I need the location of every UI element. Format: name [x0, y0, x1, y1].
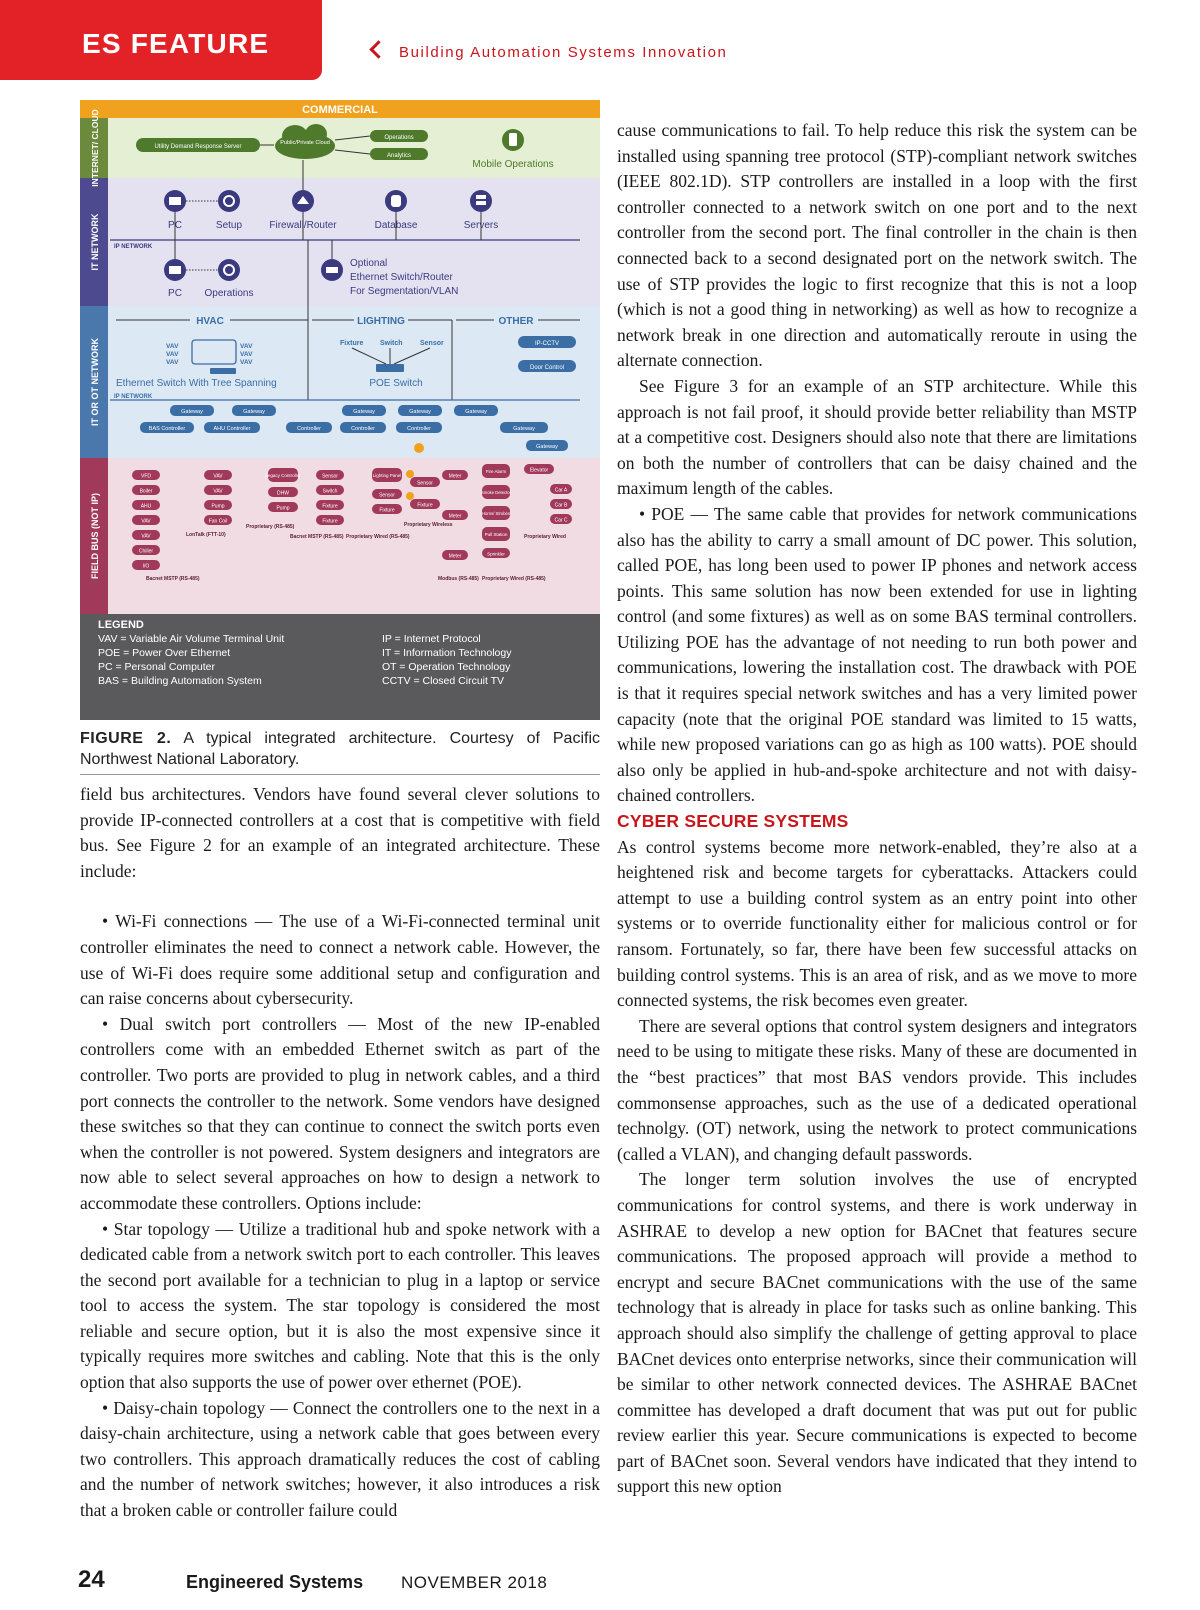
- cloud-label: Public/Private Cloud: [280, 140, 330, 146]
- gateway-label: Gateway: [353, 409, 375, 415]
- chevron-left-icon[interactable]: [369, 40, 387, 58]
- switch-label: Switch: [380, 340, 403, 347]
- it-ip-network-label: IP NETWORK: [114, 244, 153, 250]
- field-device-label: Fixture: [417, 502, 433, 509]
- section-heading: CYBER SECURE SYSTEMS: [617, 811, 849, 832]
- field-device-label: DHW: [277, 490, 289, 497]
- legend-item: POE = Power Over Ethernet: [98, 647, 231, 659]
- cloud-operations-label: Operations: [384, 135, 414, 141]
- paragraph: There are several options that control system designers and integrators need to be using to mitigate these risks. Many of these are documented in the “best practices” that most BAS vendors provide. This includes commonsense approaches, such as the use of a dedicated operational technolgy. (OT) network, using the network to protect communications (called a VLAN), and changing default passwords.: [617, 1015, 1137, 1164]
- it-band: [80, 178, 600, 306]
- field-bus-label: Proprietary Wired: [524, 534, 566, 540]
- meter-label: Meter: [448, 553, 462, 560]
- vav-label: VAV: [166, 351, 179, 358]
- field-device-label: Legacy Controller: [265, 473, 301, 478]
- legend-title: LEGEND: [98, 619, 144, 631]
- switch-icon: [210, 368, 236, 374]
- paragraph: The longer term solution involves the use of encrypted communications for control systems, and there is work underway in ASHRAE to develop a new option for BACnet that features secure communications. The proposed approach will provide a method to encrypt and secure BACnet communications with the use of the same technology that is already in place for tasks such as online banking. This approach should also simplify the challenge of getting approval to place BACnet devices onto enterprise networks, since their communication will be similar to other network connected devices. The ASHRAE BACnet committee has developed a draft document that was put out for public review earlier this year. Secure communications is expected to become part of BACnet soon. Several vendors have indicated that they intend to support this new option: [617, 1169, 1137, 1497]
- field-device-label: I/O: [142, 563, 150, 570]
- architecture-diagram: [80, 100, 600, 720]
- feature-tab: [0, 0, 322, 80]
- figure-label: FIGURE 2.: [80, 730, 172, 747]
- field-bus-label: Modbus (RS-485): [438, 576, 479, 582]
- field-device-label: Fixture: [322, 518, 338, 525]
- field-bus-label: Bacnet MSTP (RS-485): [290, 534, 344, 540]
- legend-item: BAS = Building Automation System: [98, 675, 262, 687]
- right-column: [617, 118, 1137, 1500]
- ot-ip-network-label: IP NETWORK: [114, 394, 153, 400]
- paragraph: • Wi-Fi connections — The use of a Wi-Fi-connected terminal unit controller eliminates the need to connect a network cable. However, the use of Wi-Fi does require some additional setup and configuration and can raise concerns about cybersecurity.: [80, 911, 600, 1009]
- field-device-label: Fire Alarm: [485, 469, 507, 474]
- vav-label: VAV: [166, 343, 179, 350]
- ipcctv-label: IP-CCTV: [535, 341, 559, 347]
- servers-icon: [470, 190, 492, 212]
- paragraph: • Dual switch port controllers — Most of the new IP-enabled controllers come with an embedded Ethernet switch as part of the controller. Two ports are provided to plug in network cables, and a third port connects the controller to the network. Some vendors have designed these switches so that they can continue to connect the switch ports even when the controller is not powered. System designers and integrators are now able to select several approaches on how to design a network to accommodate these controllers. Options include:: [80, 1013, 600, 1213]
- gateway-label: Gateway: [536, 444, 558, 450]
- hvac-label: HVAC: [196, 316, 224, 327]
- field-bus-label: Proprietary (RS-485): [246, 524, 295, 530]
- database-icon: [385, 190, 407, 212]
- field-device-label: Pump: [276, 505, 290, 512]
- lighting-label: LIGHTING: [357, 316, 405, 327]
- meter-label: Meter: [448, 473, 462, 480]
- field-bus-label: LonTalk (FTT-10): [186, 532, 226, 538]
- left-column: [80, 782, 600, 1524]
- vav-group-left: [166, 343, 179, 366]
- field-device-label: Lighting Panel: [372, 473, 402, 478]
- band-label-it: IT NETWORK: [90, 213, 100, 271]
- controller-label: Controller: [297, 426, 321, 432]
- legend-item: VAV = Variable Air Volume Terminal Unit: [98, 633, 285, 645]
- figure-caption: [80, 728, 600, 770]
- optional-label-2: Ethernet Switch/Router: [350, 272, 453, 283]
- vav-group-right: [240, 343, 253, 366]
- it-operations-label: Operations: [204, 288, 254, 299]
- field-device-label: Sprinkler: [487, 551, 505, 557]
- gateway-label: Gateway: [409, 409, 431, 415]
- pc-icon: [164, 259, 186, 281]
- field-device-label: Boiler: [139, 488, 153, 495]
- field-bus-label: Proprietary Wireless: [404, 522, 453, 528]
- field-bus-label: Proprietary Wired (RS-485): [346, 534, 410, 540]
- field-device-label: Chiller: [138, 548, 154, 555]
- car-label: Car B: [554, 502, 568, 509]
- section-title-text: Building Automation Systems Innovation: [399, 44, 728, 61]
- fixture-label: Fixture: [340, 340, 364, 347]
- field-device-label: Pull Station: [484, 532, 508, 537]
- servers-label: Servers: [463, 220, 499, 231]
- footer: [78, 1566, 548, 1594]
- setup-label: Setup: [215, 220, 243, 231]
- lightning-icon: [414, 443, 424, 453]
- vav-label: VAV: [240, 359, 253, 366]
- wireless-icon: [406, 492, 414, 500]
- field-device-label: Fan Coil: [208, 518, 228, 525]
- paragraph: See Figure 3 for an example of an STP architecture. While this approach is not fail proof, it should provide better reliability than MSTP at a competitive cost. Designers should also note that there are limitations on both the number of controllers that can be daisy chained and the maximum length of the cables.: [617, 375, 1137, 499]
- analytics-label: Analytics: [386, 153, 412, 159]
- controller-label: Controller: [407, 426, 431, 432]
- field-device-label: VAV: [213, 473, 223, 480]
- car-label: Car A: [554, 487, 568, 494]
- legend-item: IT = Information Technology: [382, 647, 512, 659]
- paragraph: field bus architectures. Vendors have found several clever solutions to provide IP-connected controllers at a cost that is competitive with field bus. See Figure 2 for an example of an integrated architecture. These include:: [80, 784, 600, 881]
- field-device-label: Switch: [322, 488, 338, 495]
- field-device-label: Sensor: [417, 480, 433, 487]
- legend-item: CCTV = Closed Circuit TV: [382, 675, 505, 687]
- figure-caption-text: A typical integrated architecture. Courtesy of Pacific Northwest National Laboratory.: [80, 730, 600, 768]
- field-device-label: Fixture: [379, 507, 395, 514]
- sensor-label: Sensor: [420, 340, 444, 347]
- page-number: 24: [78, 1566, 105, 1593]
- field-device-label: VAV: [213, 488, 223, 495]
- legend-item: OT = Operation Technology: [382, 661, 511, 673]
- vav-label: VAV: [240, 351, 253, 358]
- band-label-field: FIELD BUS (NOT IP): [90, 493, 100, 579]
- phone-icon: [509, 133, 517, 146]
- poe-switch-label: POE Switch: [369, 378, 423, 389]
- gateway-label: Gateway: [243, 409, 265, 415]
- other-label: OTHER: [498, 316, 534, 327]
- setup-gear-icon: [218, 190, 240, 212]
- issue-date: NOVEMBER 2018: [401, 1573, 548, 1592]
- gateway-label: Gateway: [465, 409, 487, 415]
- gateway-label: Gateway: [181, 409, 203, 415]
- poe-switch-icon: [376, 364, 404, 372]
- vav-label: VAV: [240, 343, 253, 350]
- utility-server-label: Utility Demand Response Server: [154, 144, 242, 150]
- ahu-controller-label: AHU Controller: [213, 426, 251, 432]
- operations-gear-icon: [218, 259, 240, 281]
- gateway-label: Gateway: [513, 426, 535, 432]
- band-label-ot: IT OR OT NETWORK: [90, 338, 100, 426]
- feature-label: ES FEATURE: [82, 28, 270, 59]
- diagram-title: COMMERCIAL: [302, 104, 378, 116]
- firewall-label: Firewall/Router: [269, 220, 337, 231]
- paragraph: cause communications to fail. To help reduce this risk the system can be installed using spanning tree protocol (STP)-compliant network switches (IEEE 802.1D). STP controllers are installed in a loop with the first controller connected to a network switch on one port and to the next controller from the second port. The final controller in the chain is then connected back to a second designated port on the network switch. The use of STP provides the logic to first recognize that this is not a loop (which is not a good thing in networking) as well as how to recognize a network break in one direction and automatically reroute in using the alternate connection.: [617, 120, 1137, 371]
- paragraph: • Star topology — Utilize a traditional hub and spoke network with a dedicated cable from a network switch port to each controller. This leaves the second port available for a technician to plug in a laptop or service tool to access the system. The star topology is considered the most reliable and secure option, but it is also the most expensive since it typically requires more switches and cabling. Note that this is the only option that also supports the use of power over ethernet (POE).: [80, 1218, 600, 1393]
- controller-label: Controller: [351, 426, 375, 432]
- field-device-label: Sensor: [379, 492, 395, 499]
- legend-item: IP = Internet Protocol: [382, 633, 481, 645]
- field-device-label: VAV: [141, 518, 151, 525]
- figure-2: [80, 100, 600, 720]
- field-device-label: Fixture: [322, 503, 338, 510]
- mobile-label: Mobile Operations: [472, 159, 554, 170]
- paragraph: • Daisy-chain topology — Connect the controllers one to the next in a daisy-chain architecture, using a network cable that goes between every two controllers. This approach dramatically reduces the cost of cabling and the number of network switches; however, it also introduces a risk that a broken cable or controller failure could: [80, 1397, 600, 1521]
- band-label-cloud: INTERNET/ CLOUD: [90, 109, 100, 187]
- paragraph: As control systems become more network-enabled, they’re also at a heightened risk and become targets for cyberattacks. Attackers could attempt to use a building control system as an entry point into other systems or to override functionality either for malicious control or for ransom. Fortunately, so far, there have been few successful attacks on building control systems. This is an area of risk, and as we move to more connected systems, the risk becomes even greater.: [617, 836, 1137, 1011]
- magazine-name: Engineered Systems: [186, 1572, 364, 1592]
- optional-label-3: For Segmentation/VLAN: [350, 286, 459, 297]
- wireless-icon: [406, 470, 414, 478]
- vav-label: VAV: [166, 359, 179, 366]
- meter-label: Meter: [448, 513, 462, 520]
- field-device-label: Sensor: [322, 473, 338, 480]
- section-title[interactable]: [372, 44, 727, 61]
- elevator-label: Elevator: [529, 467, 549, 474]
- field-device-label: VFD: [141, 473, 151, 480]
- field-device-label: Smoke Detector: [480, 490, 512, 495]
- pc-icon: [164, 190, 186, 212]
- database-label: Database: [374, 220, 418, 231]
- field-device-label: VAV: [141, 533, 151, 540]
- eth-tree-label: Ethernet Switch With Tree Spanning: [116, 378, 277, 389]
- router-icon: [321, 259, 343, 281]
- paragraph: • POE — The same cable that provides for network communications also has the ability to carry a small amount of DC power. This solution, called POE, has long been used to power IP phones and network access points. This same solution has now been extended for use in lighting control (and some fixtures) as well as on some BAS terminal controllers. Utilizing POE has the advantage of not needing to run both power and communications, lowering the installation cost. The drawback with POE is that it requires special network switches and has a very limited power capacity (note that the original POE standard was limited to 15 watts, while new proposed variations can go as high as 100 watts). POE should also only be applied in hub-and-spoke architecture and not with daisy-chained controllers.: [617, 503, 1137, 806]
- field-bus-label: Bacnet MSTP (RS-485): [146, 576, 200, 582]
- firewall-icon: [292, 190, 314, 212]
- car-label: Car C: [554, 517, 568, 524]
- pc-label: PC: [168, 220, 182, 231]
- field-device-label: AHU: [140, 503, 152, 510]
- legend-item: PC = Personal Computer: [98, 661, 216, 673]
- field-device-label: Pump: [211, 503, 225, 510]
- bas-controller-label: BAS Controller: [148, 426, 186, 432]
- door-control-label: Door Control: [529, 365, 565, 371]
- optional-label-1: Optional: [350, 258, 388, 269]
- caption-divider: [80, 774, 600, 775]
- field-bus-label: Proprietary Wired (RS-485): [482, 576, 546, 582]
- pc2-label: PC: [168, 288, 182, 299]
- field-device-label: Horns/ Strobes: [482, 511, 510, 516]
